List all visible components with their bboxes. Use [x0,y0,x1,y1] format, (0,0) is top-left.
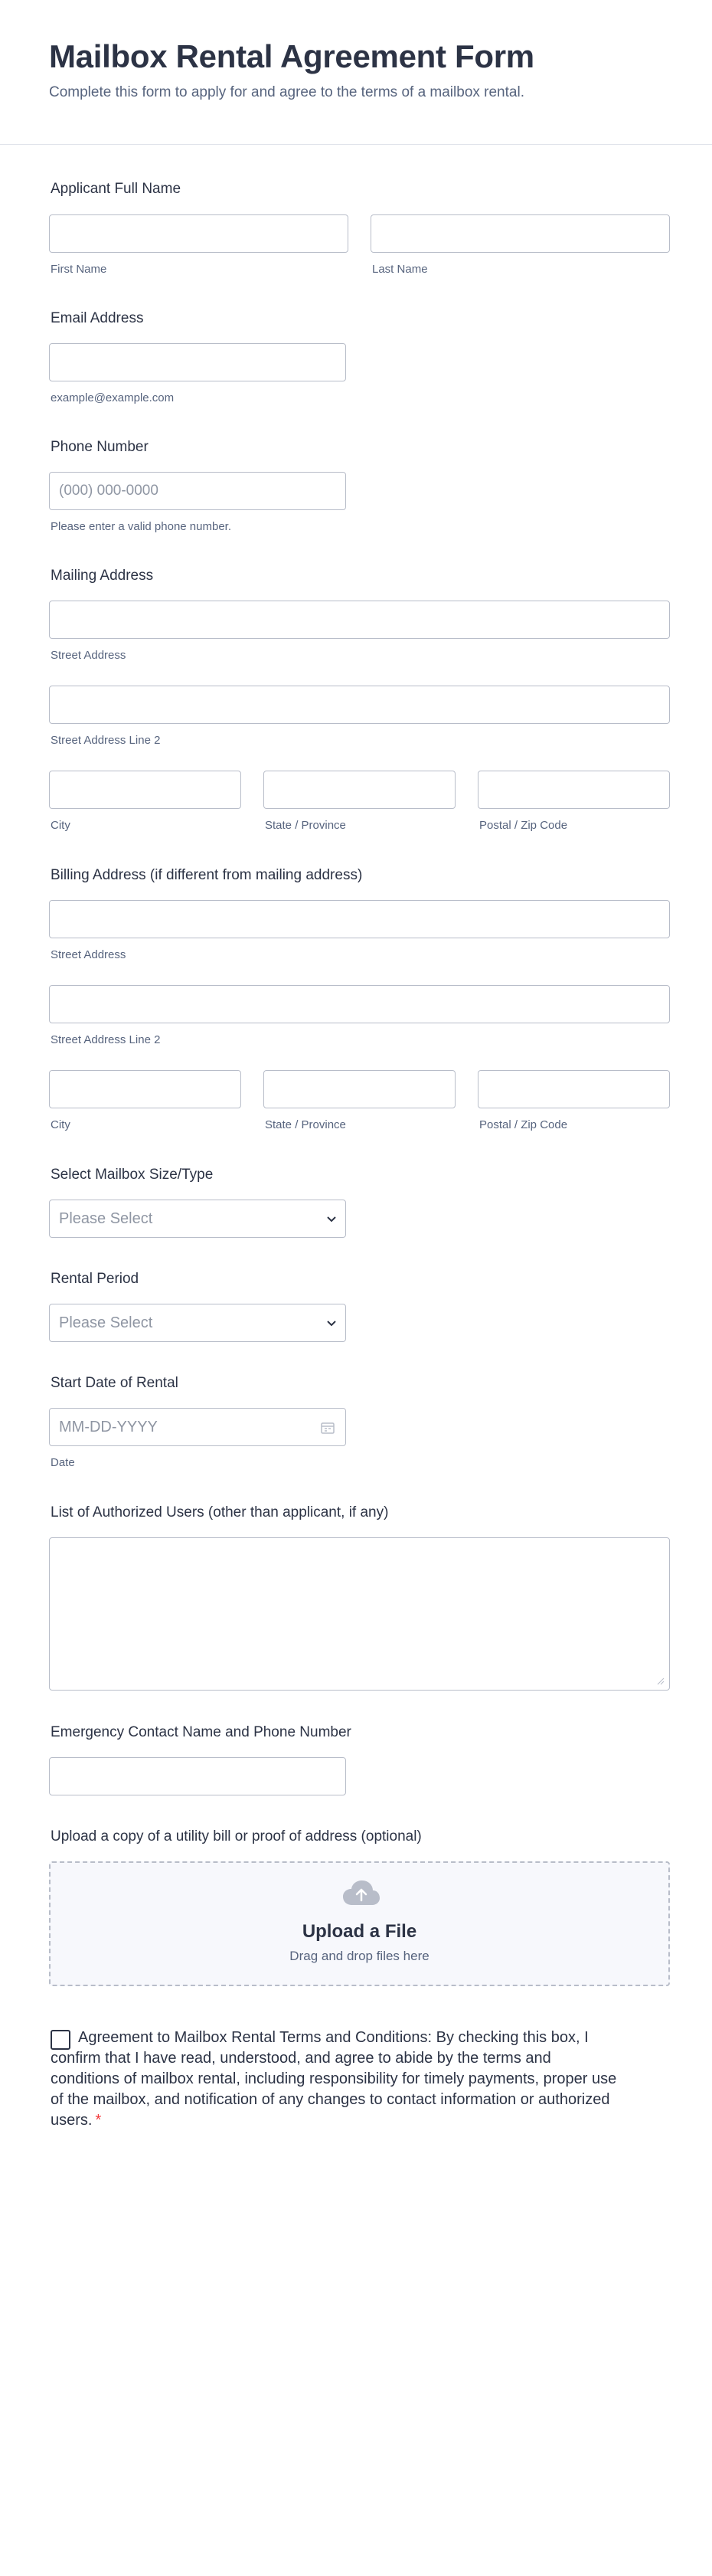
phone-sublabel: Please enter a valid phone number. [51,520,231,533]
last-name-input[interactable] [371,214,670,253]
mailing-zip-sublabel: Postal / Zip Code [479,819,568,832]
agreement-text [51,2028,617,2131]
rental-period-select[interactable] [49,1304,346,1342]
applicant-name-label: Applicant Full Name [51,181,181,197]
billing-street-sublabel: Street Address [51,948,126,961]
rental-period-label: Rental Period [51,1271,139,1287]
billing-city-sublabel: City [51,1118,70,1131]
start-date-placeholder: MM-DD-YYYY [59,1419,158,1435]
resize-handle-icon[interactable] [657,1678,665,1685]
required-asterisk: * [95,2112,102,2129]
upload-label: Upload a copy of a utility bill or proof of address (optional) [51,1828,422,1844]
upload-hint: Drag and drop files here [289,1949,429,1963]
chevron-down-icon [325,1213,338,1225]
form-subtitle: Complete this form to apply for and agree to the terms of a mailbox rental. [49,84,524,100]
form-title: Mailbox Rental Agreement Form [49,38,534,74]
emergency-contact-label: Emergency Contact Name and Phone Number [51,1724,351,1740]
mailing-address-label: Mailing Address [51,568,154,584]
billing-state-input[interactable] [263,1070,456,1108]
billing-zip-sublabel: Postal / Zip Code [479,1118,568,1131]
emergency-contact-input[interactable] [49,1757,346,1795]
billing-street-input[interactable] [49,900,670,938]
mailing-street2-input[interactable] [49,686,670,724]
authorized-users-textarea[interactable] [49,1537,670,1691]
billing-zip-input[interactable] [478,1070,670,1108]
calendar-icon[interactable] [321,1422,335,1434]
mailing-zip-input[interactable] [478,771,670,809]
agreement-label: Agreement to Mailbox Rental Terms and Conditions: By checking this box, I confirm that I have read, understood, and agree to abide by the terms and conditions of mailbox rental, including responsibility for timely payments, proper use of the mailbox, and notification of any changes to contact information or authorized users. [51,2029,617,2129]
mailing-city-sublabel: City [51,819,70,832]
upload-dropzone[interactable] [49,1861,670,1986]
chevron-down-icon [325,1317,338,1329]
authorized-users-label: List of Authorized Users (other than applicant, if any) [51,1504,389,1520]
start-date-input[interactable] [49,1408,346,1446]
mailing-street-sublabel: Street Address [51,649,126,662]
last-name-sublabel: Last Name [372,263,428,276]
email-sublabel: example@example.com [51,391,175,404]
email-label: Email Address [51,310,144,326]
mailbox-size-select[interactable] [49,1200,346,1238]
mailing-street-input[interactable] [49,601,670,639]
cloud-upload-icon [342,1880,380,1906]
billing-state-sublabel: State / Province [265,1118,346,1131]
phone-input[interactable] [49,472,346,510]
start-date-label: Start Date of Rental [51,1375,178,1391]
form-header [0,0,712,145]
start-date-sublabel: Date [51,1456,75,1469]
mailbox-size-placeholder: Please Select [59,1210,153,1227]
email-input[interactable] [49,343,346,381]
mailing-state-input[interactable] [263,771,456,809]
billing-address-label: Billing Address (if different from mailing address) [51,867,363,883]
rental-period-placeholder: Please Select [59,1314,153,1331]
mailing-street2-sublabel: Street Address Line 2 [51,734,161,747]
first-name-sublabel: First Name [51,263,107,276]
phone-label: Phone Number [51,439,149,455]
mailing-state-sublabel: State / Province [265,819,346,832]
billing-street2-input[interactable] [49,985,670,1023]
mailing-city-input[interactable] [49,771,241,809]
upload-title: Upload a File [302,1921,417,1942]
mailbox-size-label: Select Mailbox Size/Type [51,1167,214,1183]
first-name-input[interactable] [49,214,348,253]
billing-city-input[interactable] [49,1070,241,1108]
billing-street2-sublabel: Street Address Line 2 [51,1033,161,1046]
